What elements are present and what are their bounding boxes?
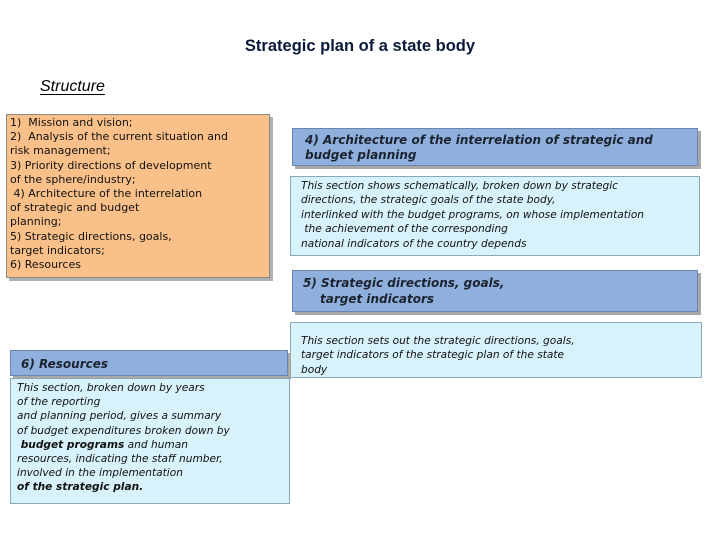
section-5-body-line: body [301,363,328,376]
structure-list-item: 4) Architecture of the interrelation [10,187,203,201]
structure-list-item: target indicators; [10,243,105,257]
section-5-body [290,322,702,378]
structure-list-item: risk management; [10,144,111,158]
structure-list [10,116,268,272]
section-6-body-line: of the reporting [17,396,101,409]
section-6-body-line: This section, broken down by years [17,382,205,394]
structure-list-item: 1) Mission and vision; [10,116,133,129]
strategic-plan-emphasis: of the strategic plan. [17,481,144,494]
structure-list-item: 3) Priority directions of development [10,158,212,172]
section-4-body-line: directions, the strategic goals of the state body, [301,194,556,207]
page-subtitle: Structure [40,78,105,95]
section-4-header-line: 4) Architecture of the interrelation of strategic and [305,133,653,147]
section-5-body-line: target indicators of the strategic plan of the state [301,349,565,362]
structure-list-item: of strategic and budget [10,201,140,215]
structure-list-item: 2) Analysis of the current situation and [10,130,229,144]
section-6-body-line: involved in the implementation [17,467,183,480]
page-title: Strategic plan of a state body [244,37,476,55]
section-5-header-line: target indicators [320,292,435,306]
section-4-header [292,128,698,166]
section-5-body-line: This section sets out the strategic directions, goals, [301,335,575,347]
section-6-body [10,378,290,504]
section-5-header-line: 5) Strategic directions, goals, [303,276,505,290]
section-6-body-line: resources, indicating the staff number, [17,453,223,466]
section-6-body-text: and human [124,438,188,451]
structure-list-item: planning; [10,215,62,229]
section-4-body-line: national indicators of the country depends [301,237,527,250]
section-4-body-line: This section shows schematically, broken down by strategic [301,180,618,192]
section-4-header-line: budget planning [305,148,417,162]
section-5-header [292,270,698,312]
structure-list-item: 6) Resources [10,258,81,272]
section-6-body-line [17,438,289,452]
section-4-body-line: interlinked with the budget programs, on whose implementation [301,208,645,221]
structure-list-box [6,114,270,278]
section-6-header-text: 6) Resources [21,357,109,371]
budget-programs-emphasis: budget programs [17,438,125,451]
section-6-body-line: of budget expenditures broken down by [17,424,230,437]
section-4-body-line: the achievement of the corresponding [301,223,508,236]
structure-list-item: 5) Strategic directions, goals, [10,229,172,243]
section-6-header [10,350,288,376]
section-4-body [290,176,700,256]
structure-list-item: of the sphere/industry; [10,172,136,186]
section-6-body-line: and planning period, gives a summary [17,410,222,423]
